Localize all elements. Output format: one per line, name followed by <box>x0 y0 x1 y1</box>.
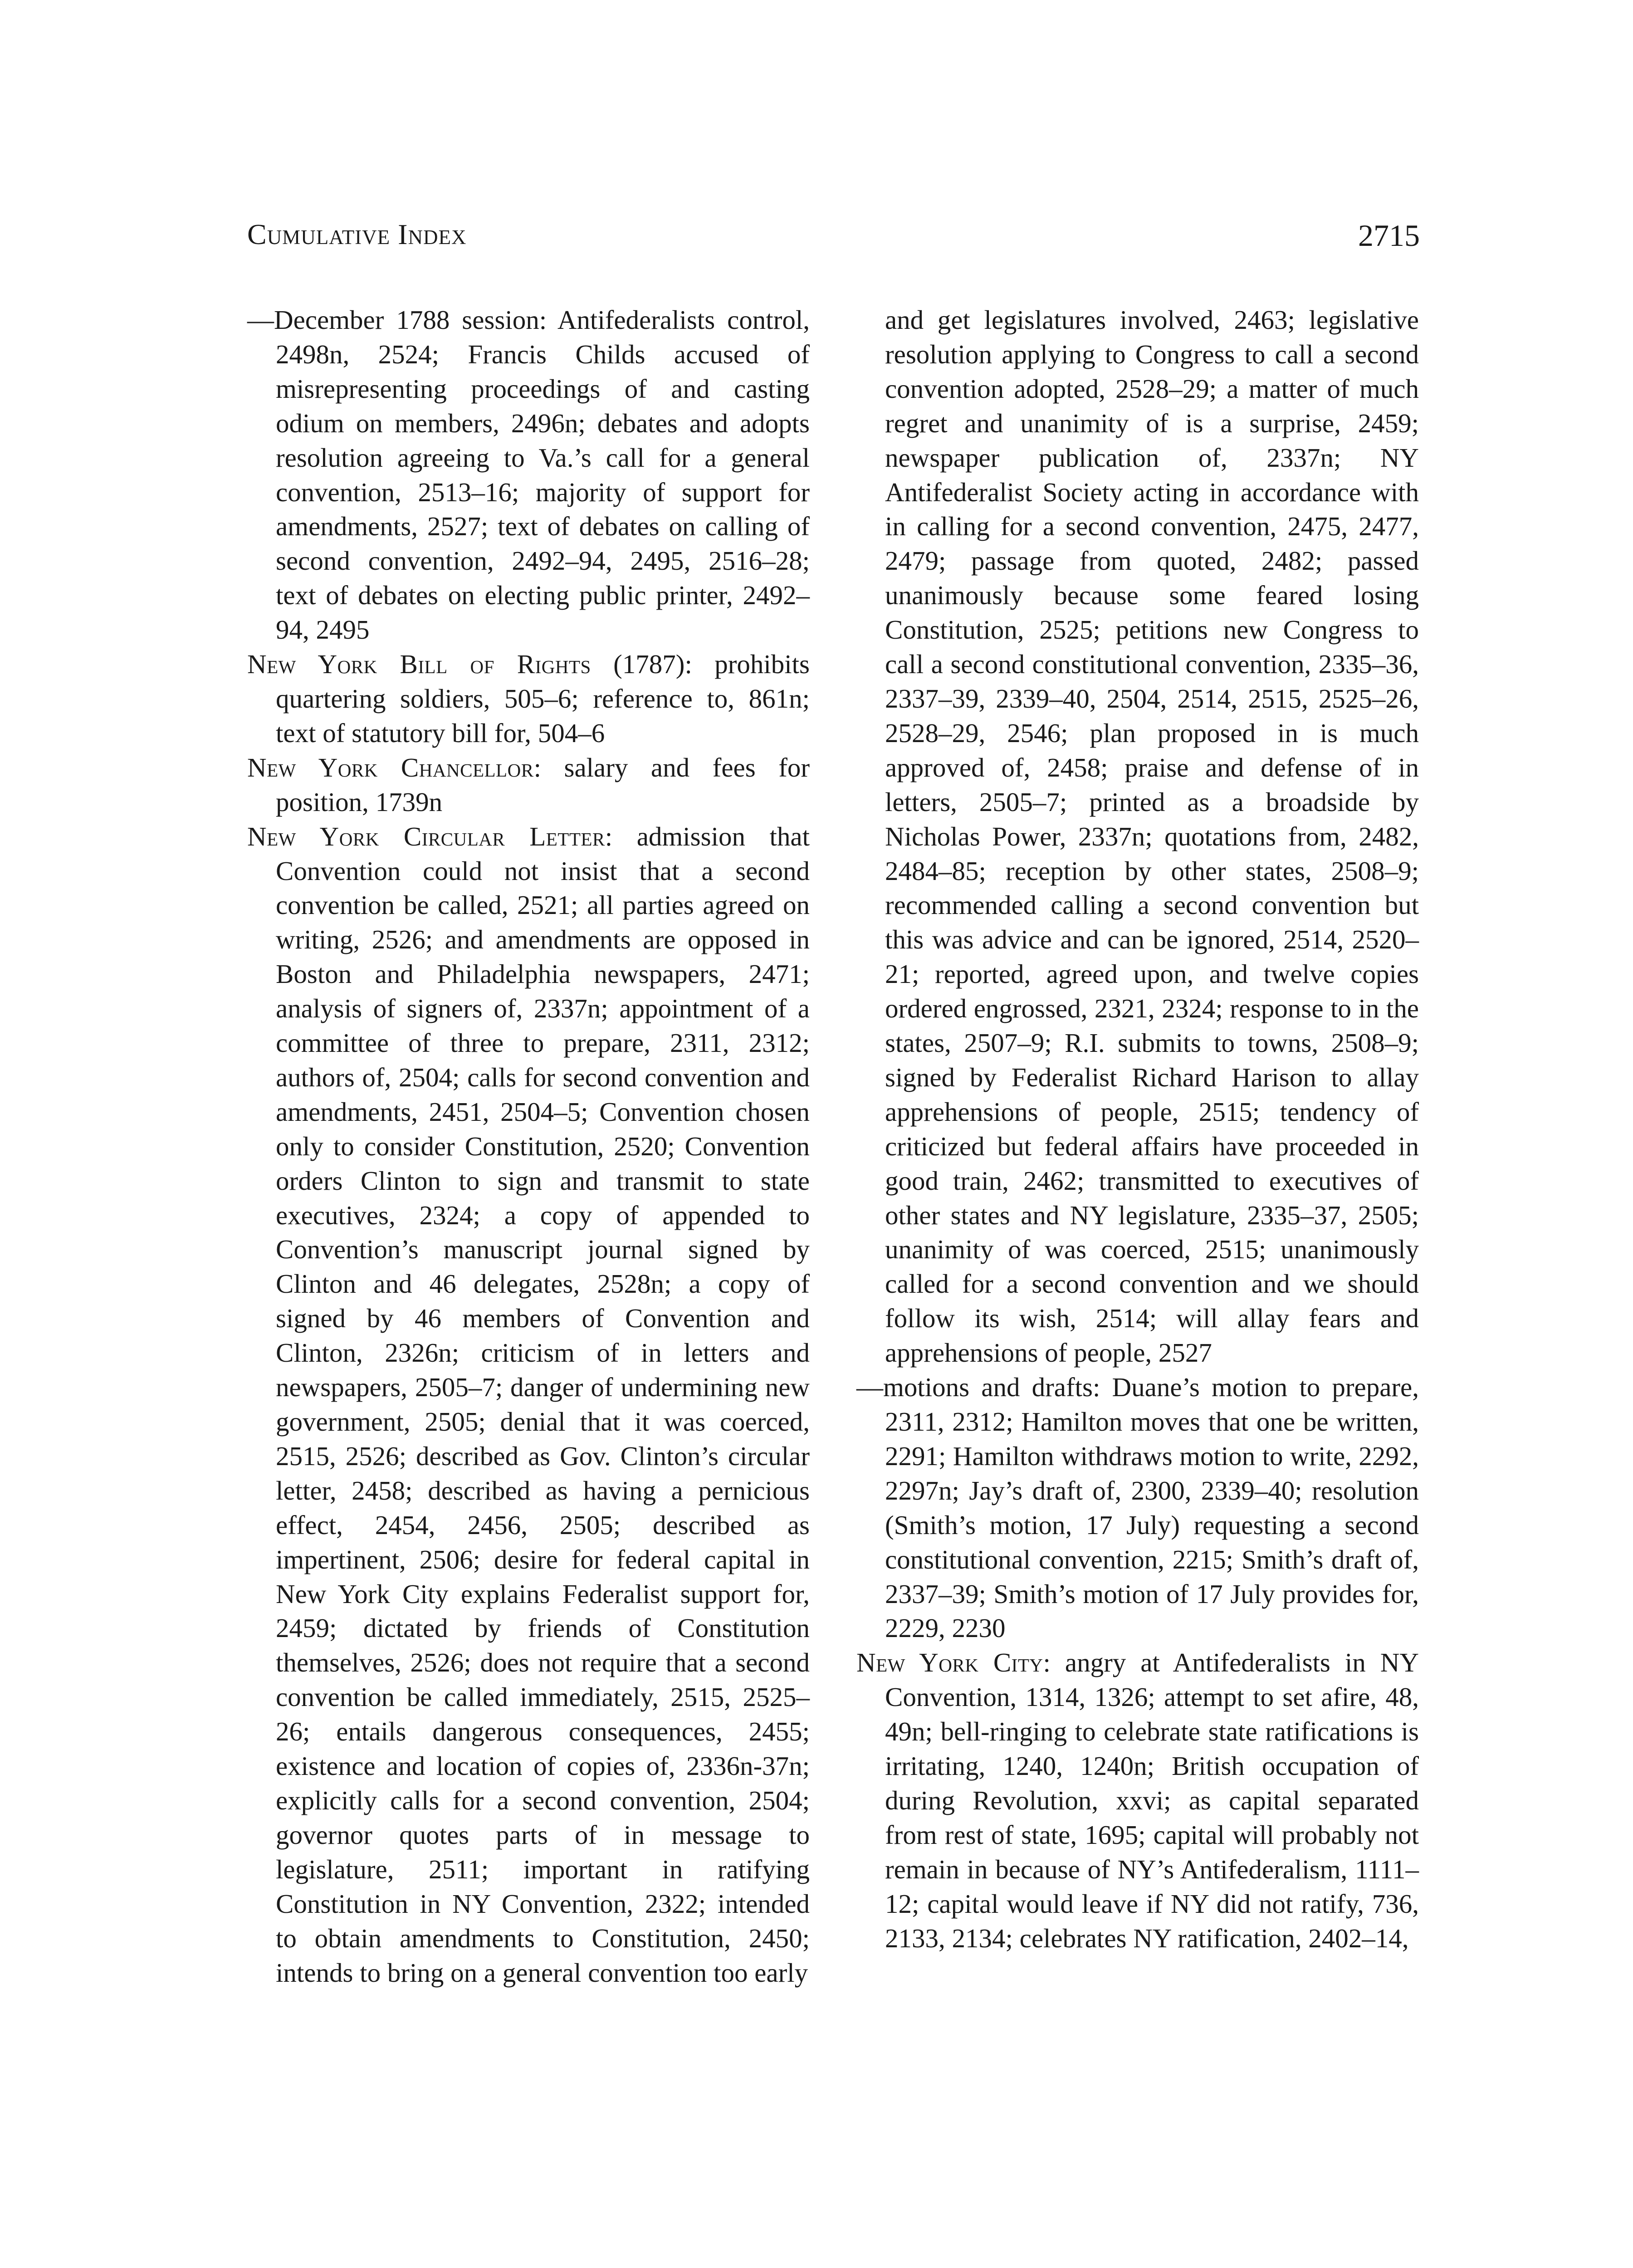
entry-heading: New York City <box>856 1647 1043 1678</box>
index-subentry <box>247 303 810 647</box>
entry-text: : salary and fees for position, 1739n <box>276 752 810 817</box>
index-entry <box>247 820 810 1990</box>
index-subentry <box>856 1370 1419 1646</box>
running-head <box>247 218 1420 263</box>
index-entry-continuation <box>856 303 1419 1370</box>
right-column <box>856 303 1419 1956</box>
index-entry <box>247 751 810 820</box>
entry-text: (1787): prohibits quartering soldiers, 505–6; reference to, 861n; text of statutory bill for, 504–6 <box>276 649 810 748</box>
entry-text: and get legislatures involved, 2463; legislative resolution applying to Congress to call a second convention adopted, 2528–29; a matter of much regret and unanimity of is a surprise, 2459; newspaper publication of, 2337n; NY Antifederalist Society acting in accordance with in calling for a second convention, 2475, 2477, 2479; passage from quoted, 2482; passed unanimously because some feared losing Constitution, 2525; petitions new Congress to call a second constitutional convention, 2335–36, 2337–39, 2339–40, 2504, 2514, 2515, 2525–26, 2528–29, 2546; plan proposed in is much approved of, 2458; praise and defense of in letters, 2505–7; printed as a broadside by Nicholas Power, 2337n; quotations from, 2482, 2484–85; reception by other states, 2508–9; recommended calling a second convention but this was advice and can be ignored, 2514, 2520–21; reported, agreed upon, and twelve copies ordered engrossed, 2321, 2324; response to in the states, 2507–9; R.I. submits to towns, 2508–9; signed by Federalist Richard Harison to allay apprehensions of people, 2515; tendency of criticized but federal affairs have proceeded in good train, 2462; transmitted to executives of other states and NY legislature, 2335–37, 2505; unanimity of was coerced, 2515; unanimously called for a second convention and we should follow its wish, 2514; will allay fears and apprehensions of people, 2527 <box>885 305 1419 1368</box>
entry-text: : admission that Convention could not insist that a second convention be called, 2521; all parties agreed on writing, 2526; and amendments are opposed in Boston and Philadelphia newspapers, 2471; analysis of signers of, 2337n; appointment of a committee of three to prepare, 2311, 2312; authors of, 2504; calls for second convention and amendments, 2451, 2504–5; Convention chosen only to consider Constitution, 2520; Convention orders Clinton to sign and transmit to state executives, 2324; a copy of appended to Convention’s manuscript journal signed by Clinton and 46 delegates, 2528n; a copy of signed by 46 members of Convention and Clinton, 2326n; criticism of in letters and newspapers, 2505–7; danger of undermining new government, 2505; denial that it was coerced, 2515, 2526; described as Gov. Clinton’s circular letter, 2458; described as having a pernicious effect, 2454, 2456, 2505; described as impertinent, 2506; desire for federal capital in New York City explains Federalist support for, 2459; dictated by friends of Constitution themselves, 2526; does not require that a second convention be called immediately, 2515, 2525–26; entails dangerous consequences, 2455; existence and location of copies of, 2336n-37n; explicitly calls for a second convention, 2504; governor quotes parts of in message to legislature, 2511; important in ratifying Constitution in NY Convention, 2322; intended to obtain amendments to Constitution, 2450; intends to bring on a general convention too early <box>276 821 810 1988</box>
running-title: Cumulative Index <box>247 218 467 250</box>
page-number: 2715 <box>1358 218 1420 253</box>
entry-heading: New York Chancellor <box>247 752 534 782</box>
index-entry <box>856 1646 1419 1955</box>
entry-text: : angry at Antifederalists in NY Convention, 1314, 1326; attempt to set afire, 48, 49n; bell-ringing to celebrate state ratifications is irritating, 1240, 1240n; British occupation of during Revolution, xxvi; as capital separated from rest of state, 1695; capital will probably not remain in because of NY’s Antifederalism, 1111–12; capital would leave if NY did not ratify, 736, 2133, 2134; celebrates NY ratification, 2402–14, <box>885 1647 1419 1953</box>
entry-heading: New York Bill of Rights <box>247 649 591 679</box>
index-entry <box>247 647 810 751</box>
entry-text: —motions and drafts: Duane’s motion to prepare, 2311, 2312; Hamilton moves that one be written, 2291; Hamilton withdraws motion to write, 2292, 2297n; Jay’s draft of, 2300, 2339–40; resolution (Smith’s motion, 17 July) requesting a second constitutional convention, 2215; Smith’s draft of, 2337–39; Smith’s motion of 17 July provides for, 2229, 2230 <box>856 1372 1419 1643</box>
left-column <box>247 303 810 1990</box>
entry-text: —December 1788 session: Antifederalists control, 2498n, 2524; Francis Childs accused of misrepresenting proceedings of and casting odium on members, 2496n; debates and adopts resolution agreeing to Va.’s call for a general convention, 2513–16; majority of support for amendments, 2527; text of debates on calling of second convention, 2492–94, 2495, 2516–28; text of debates on electing public printer, 2492–94, 2495 <box>247 305 810 645</box>
entry-heading: New York Circular Letter <box>247 821 605 851</box>
